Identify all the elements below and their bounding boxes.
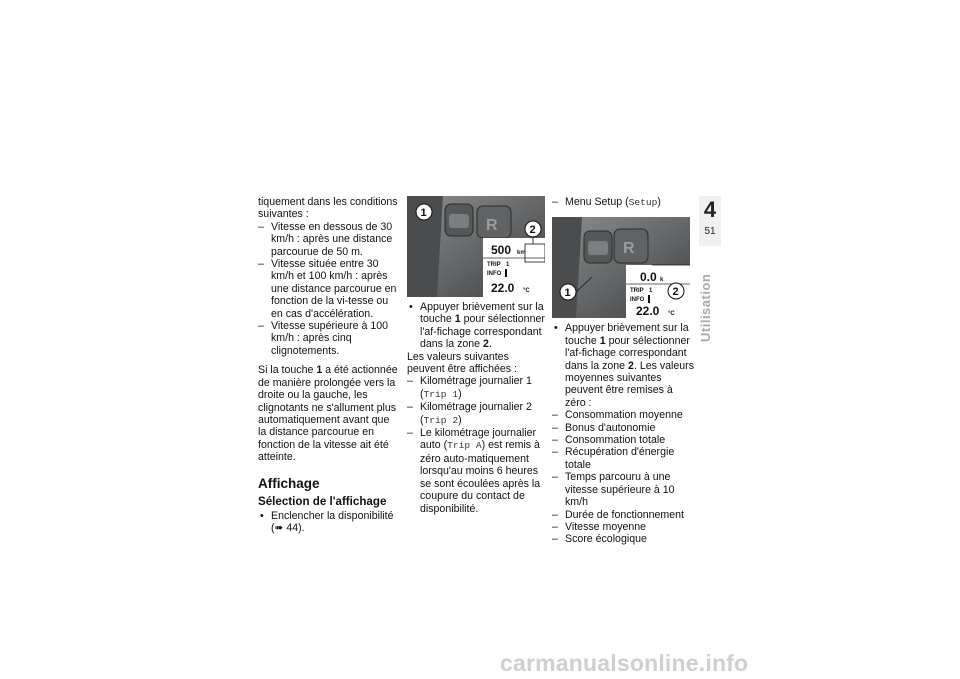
column-2 [407,196,549,515]
turn-signal-note: Si la touche 1 a été actionnée de manière prolongée vers la droite ou la gauche, les clignotants ne s'allument plus automatiquement avant que la distance parcourue en fonction de la vitesse ait été atteinte. [258,364,398,464]
temperature-value: 22.0 [491,281,515,295]
temperature-value: 22.0 [636,304,660,319]
list-item: – Le kilométrage journalier auto (Trip A) est remis à zéro auto-matiquement lorsqu'au moins 6 heures se sont écoulées après la coupure du contact de disponibilité. [407,427,549,515]
zone-ref: 2 [628,359,634,372]
trip-label: TRIP [630,288,644,295]
callout-1: 1 [564,287,571,300]
section-heading: Affichage [258,475,320,491]
list-item: – Score écologique [552,533,694,545]
odometer-value: 500 [491,243,512,257]
column-3 [552,196,694,546]
display-code: Trip 2 [423,414,459,426]
bullet-item: • Enclencher la disponibilité (➠ 44). [258,510,400,535]
section-label: Utilisation [698,273,713,342]
bullet-item: • Appuyer brièvement sur la touche 1 pour sélectionner l'af-fichage correspondant dans la zone 2. [407,301,549,351]
handlebar-display-figure-1 [407,196,545,297]
bullet-item: • Appuyer brièvement sur la touche 1 pour sélectionner l'af-fichage correspondant dans la zone 2. Les valeurs moyennes suivantes peuvent être remises à zéro : [552,322,694,409]
key-ref: 1 [454,313,461,326]
list-item: – Bonus d'autonomie [552,422,694,434]
list-item: – Menu Setup (Setup) [552,196,694,209]
continued-text: tiquement dans les conditions suivantes : [258,196,398,221]
subsection-heading: Sélection de l'affichage [258,494,387,508]
info-label: INFO [487,271,502,277]
list-item: – Kilométrage journalier 2 (Trip 2) [407,401,549,427]
list-item: – Vitesse en dessous de 30 km/h : après une distance parcourue de 50 m. [258,221,400,258]
column-1 [258,196,400,534]
display-code: Trip A [447,440,482,452]
callout-2: 2 [529,224,536,236]
page-ref: (➠ 44). [271,521,305,534]
info-label: INFO [630,297,645,304]
display-value: 0.0 [640,270,657,285]
key-ref: 1 [599,334,606,347]
list-item: – Kilométrage journalier 1 (Trip 1) [407,375,549,401]
values-intro: Les valeurs suivantes peuvent être affichées : [407,350,517,376]
button-letter: R [486,217,498,234]
temperature-unit: °C [523,288,530,294]
display-code: Trip 1 [423,388,459,400]
callout-2: 2 [672,286,679,299]
list-item: – Consommation totale [552,434,694,446]
list-item: – Vitesse moyenne [552,521,694,533]
list-item: – Temps parcouru à une vitesse supérieure à 10 km/h [552,471,694,508]
list-item: – Récupération d'énergie totale [552,446,694,471]
display-unit: k [660,277,664,284]
button-letter: R [623,240,635,258]
trip-number: 1 [506,262,510,268]
list-item: – Durée de fonctionnement [552,509,694,521]
page-number: 51 [704,226,716,237]
temperature-unit: °C [668,311,675,318]
list-item: – Consommation moyenne [552,409,694,421]
display-code: Setup [628,197,658,208]
list-item: – Vitesse supérieure à 100 km/h : après cinq clignotements. [258,320,400,357]
handlebar-display-figure-2 [552,217,690,318]
key-ref: 1 [316,364,323,377]
trip-label: TRIP [487,262,501,268]
list-item: – Vitesse située entre 30 km/h et 100 km/h : après une distance parcourue en fonction de la vi-tesse ou en cas d'accélération. [258,258,400,320]
zone-ref: 2 [483,338,489,351]
watermark: carmanualsonline.info [500,650,749,676]
trip-number: 1 [649,288,653,295]
callout-1: 1 [420,207,427,219]
odometer-unit: km [517,250,526,256]
chapter-number: 4 [703,197,717,222]
